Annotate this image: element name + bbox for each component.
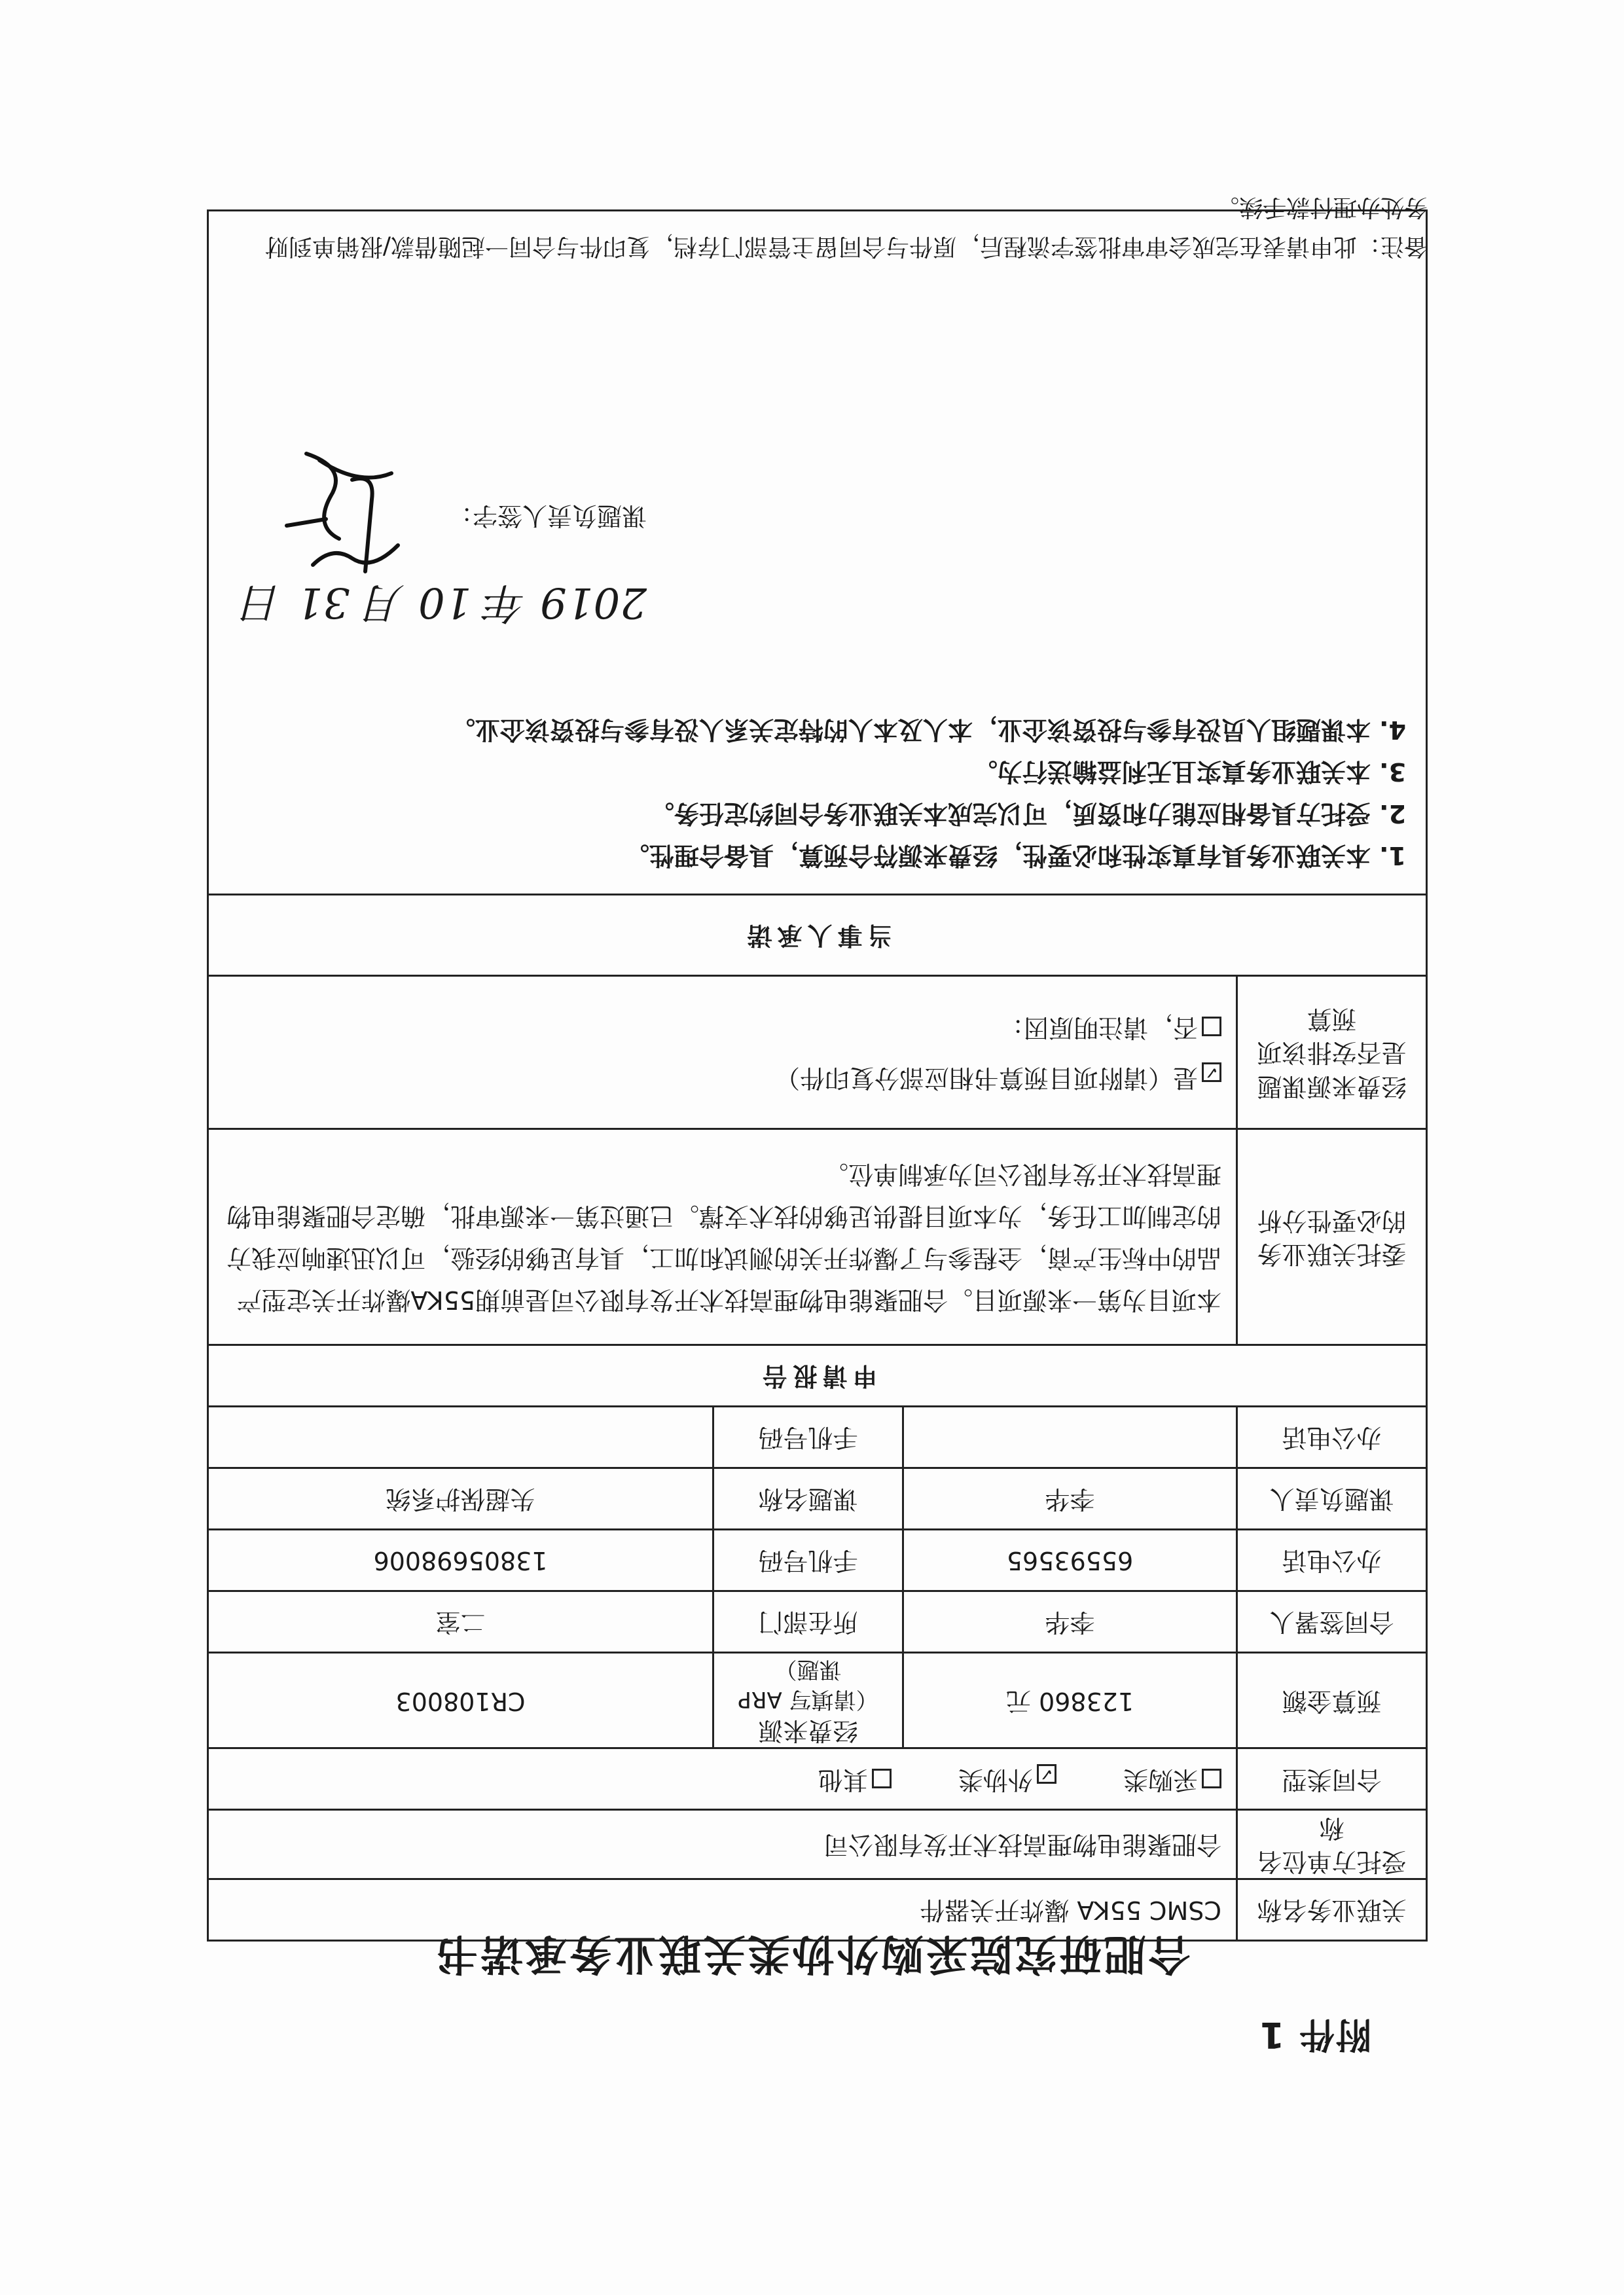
- project-name-label: 课题名称: [713, 1468, 903, 1530]
- mobile-value: 13805698006: [208, 1530, 713, 1591]
- contract-type-option[interactable]: 采购类: [1123, 1762, 1221, 1796]
- commitment-list: [209, 709, 1426, 894]
- commitment-section-title: 当事人承诺: [208, 895, 1426, 976]
- office-phone2-label: 办公电话: [1237, 1407, 1427, 1468]
- signature-area: [209, 211, 1426, 709]
- pi-value: 李华: [903, 1468, 1237, 1530]
- report-section-title: 申请报告: [208, 1345, 1426, 1407]
- commitment-item: 2. 受托方具备相应能力和资质，可以完成本关联业务合同约定任务。: [649, 799, 1406, 829]
- arranged-no-option[interactable]: 否，请注明原因：: [223, 1011, 1221, 1044]
- arranged-options: [208, 976, 1236, 1129]
- business-name-value: CSMC 55KA 爆炸开关器件: [208, 1879, 1236, 1941]
- signer-label: 合同签署人: [1237, 1591, 1427, 1653]
- budget-label: 预算金额: [1237, 1653, 1427, 1748]
- arranged-yes-option[interactable]: ✓是（请附项目预算书相应部分复印件）: [223, 1061, 1221, 1094]
- mobile2-label: 手机号码: [713, 1407, 903, 1468]
- mobile-label: 手机号码: [713, 1530, 903, 1591]
- checkbox-empty-icon: [1202, 1017, 1221, 1036]
- commitment-item: 3. 本关联业务真实且无利益输送行为。: [972, 757, 1406, 787]
- funding-label-cell: [713, 1653, 903, 1748]
- signature-label: 课题负责人签字：: [447, 501, 647, 531]
- contractor-value: 合肥聚能电物理高技术开发有限公司: [208, 1810, 1236, 1879]
- commitment-form-table: [207, 209, 1428, 1942]
- contract-type-label: 合同类型: [1237, 1748, 1427, 1810]
- checkbox-checked-icon: ✓: [1202, 1062, 1221, 1082]
- project-name-value: 失超保护系统: [208, 1468, 713, 1530]
- arranged-label: 经费来源课题是否安排该项预算: [1237, 976, 1427, 1129]
- checkbox-empty-icon: [872, 1769, 892, 1788]
- funding-value: CR108003: [208, 1653, 713, 1748]
- business-name-label: 关联业务名称: [1237, 1879, 1427, 1941]
- budget-value: 123860 元: [903, 1653, 1237, 1748]
- pi-label: 课题负责人: [1237, 1468, 1427, 1530]
- office-phone-value: 65593565: [903, 1530, 1237, 1591]
- signer-value: 李华: [903, 1591, 1237, 1653]
- commitment-item: 4. 本课题组人员没有参与投资该企业，本人及本人的特定关系人没有参与投资该企业。: [450, 715, 1406, 745]
- document-title: 合肥研究院采购外协类关联业务承诺书: [433, 1929, 1191, 1978]
- contractor-label: 受托方单位名称: [1237, 1810, 1427, 1879]
- contract-type-option[interactable]: ✓外协类: [958, 1762, 1056, 1796]
- mobile2-value: [208, 1407, 713, 1468]
- contract-type-option[interactable]: 其他: [818, 1762, 892, 1796]
- commitment-body: [208, 211, 1426, 895]
- signature-date: 2019 年 10 月 31 日: [241, 578, 647, 627]
- dept-value: 二室: [208, 1591, 713, 1653]
- handwritten-signature: [280, 441, 411, 585]
- footer-note: 备注：此申请表在完成会审审批签字流程后，原件与合同留主管部门存档，复印件与合同一起随借款/报销单到财务处办理付款手续。: [264, 194, 1428, 260]
- checkbox-checked-icon: ✓: [1037, 1764, 1056, 1784]
- contract-type-options: [208, 1748, 1236, 1810]
- funding-hint: （请填写 ARP 课题）: [738, 1656, 878, 1713]
- checkbox-empty-icon: [1202, 1769, 1221, 1788]
- office-phone-label: 办公电话: [1237, 1530, 1427, 1591]
- dept-label: 所在部门: [713, 1591, 903, 1653]
- funding-label: 经费来源: [758, 1716, 858, 1746]
- commitment-item: 1. 本关联业务具有真实性和必要性，经费来源符合预算，具备合理性。: [624, 841, 1406, 871]
- necessity-label: 委托关联业务的必要性分析: [1237, 1129, 1427, 1345]
- necessity-text: 本项目为第一来源项目。合肥聚能电物理高技术开发有限公司是前期55KA爆炸开关定型产品的中标生产商，全程参与了爆炸开关的测试和加工，具有足够的经验，可以迅速响应我方的定制加工任务，为本项目提供足够的技术支撑。已通过第一来源审批，确定合肥聚能电物理高技术开发有限公司为承制单位。: [208, 1129, 1236, 1345]
- attachment-label: 附件 1: [1258, 2014, 1371, 2055]
- office-phone2-value: [903, 1407, 1237, 1468]
